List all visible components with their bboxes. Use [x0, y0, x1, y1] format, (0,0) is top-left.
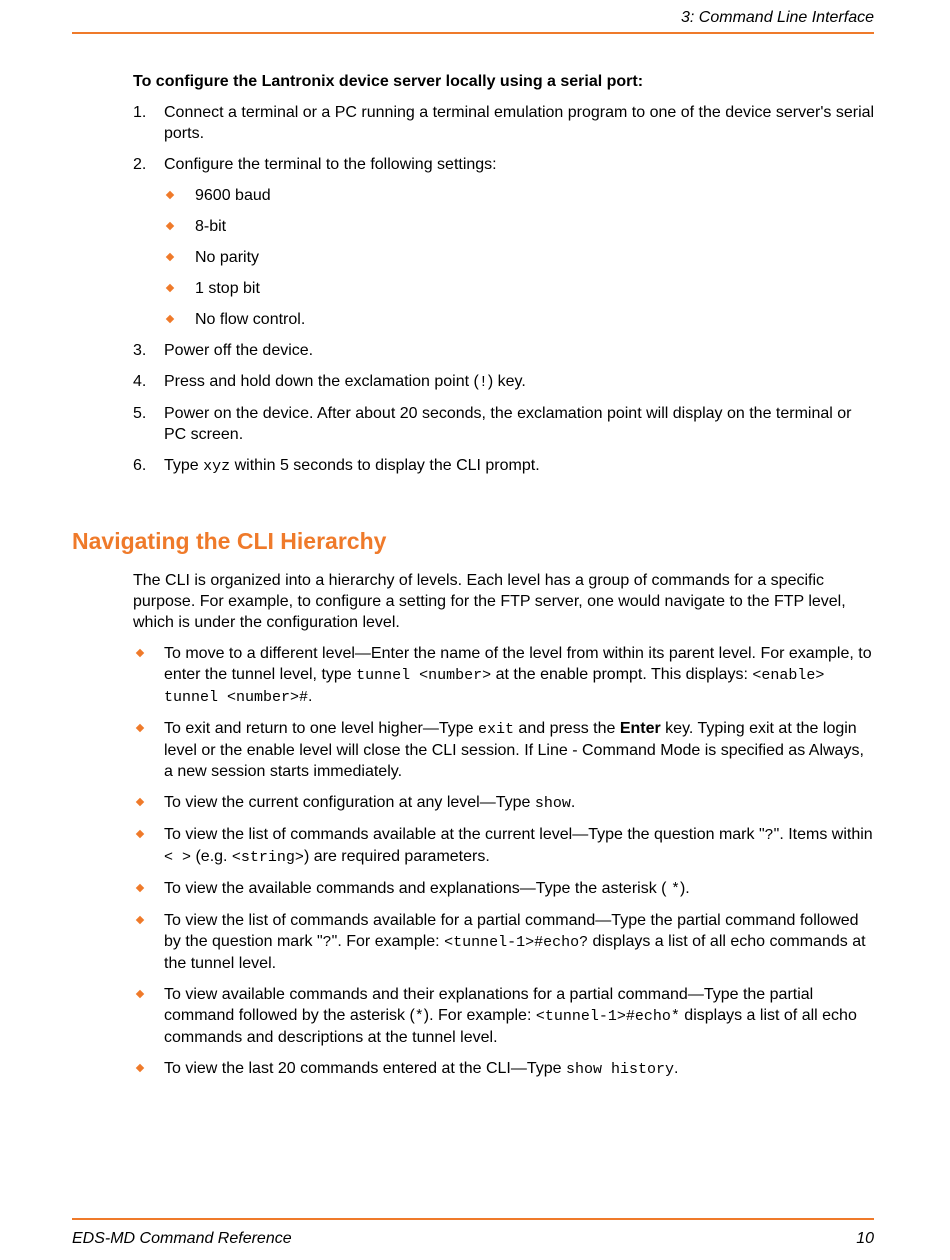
diamond-bullet-icon: [136, 830, 144, 838]
setting-text: No flow control.: [195, 311, 306, 328]
step-text: Power off the device.: [164, 342, 314, 359]
diamond-bullet-icon: [166, 284, 174, 292]
procedure-steps: [133, 102, 875, 477]
setting-text: 8-bit: [195, 218, 227, 235]
diamond-bullet-icon: [166, 222, 174, 230]
step-1: [133, 102, 875, 144]
navigation-tips-list: [133, 643, 875, 1080]
inline-code: !: [478, 374, 488, 391]
serial-config-procedure: [133, 71, 875, 487]
inline-code: <string>: [231, 849, 304, 866]
setting-baud: [164, 185, 875, 206]
section-heading: Navigating the CLI Hierarchy: [72, 528, 387, 554]
diamond-bullet-icon: [136, 649, 144, 657]
setting-flow-control: [164, 309, 875, 330]
key-name: Enter: [619, 720, 661, 737]
inline-code: xyz: [203, 458, 231, 475]
step-number: 6.: [133, 457, 147, 474]
step-text: Type xyz within 5 seconds to display the CLI prompt.: [164, 457, 540, 475]
inline-code: ?: [764, 827, 774, 844]
tip-exit-level: To exit and return to one level higher—Type exit and press the Enter key. Typing exit at the login level or the enable level will close the CLI session. If Line - Command Mode is specified as Always, a new session starts immediately.: [133, 718, 875, 782]
inline-code: exit: [477, 721, 514, 738]
terminal-settings-list: [164, 185, 875, 330]
diamond-bullet-icon: [166, 253, 174, 261]
header-rule: [72, 32, 874, 34]
inline-code: <enable> tunnel <number>#: [164, 667, 825, 706]
inline-code: < >: [164, 849, 192, 866]
page-header-chapter: 3: Command Line Interface: [681, 9, 874, 26]
tip-show-history: To view the last 20 commands entered at the CLI—Type show history.: [133, 1058, 875, 1080]
inline-code: *: [414, 1008, 424, 1025]
setting-stop-bit: [164, 278, 875, 299]
inline-code: show: [534, 795, 571, 812]
tip-partial-command: To view the list of commands available for a partial command—Type the partial command followed by the question mark "?". For example: <tunnel-1>#echo? displays a list of all echo commands at the tunnel level.: [133, 910, 875, 974]
diamond-bullet-icon: [136, 884, 144, 892]
step-text: Power on the device. After about 20 seconds, the exclamation point will display on the terminal or PC screen.: [164, 405, 852, 443]
step-number: 3.: [133, 342, 147, 359]
footer-rule: [72, 1218, 874, 1220]
footer-page-number: 10: [856, 1230, 874, 1247]
setting-text: 9600 baud: [195, 187, 271, 204]
tip-show-config: To view the current configuration at any level—Type show.: [133, 792, 875, 814]
step-text: Connect a terminal or a PC running a terminal emulation program to one of the device server's serial ports.: [164, 104, 875, 142]
cli-navigation-section: [133, 570, 875, 1090]
tip-asterisk: To view the available commands and explanations—Type the asterisk ( *).: [133, 878, 875, 900]
step-2: [133, 154, 875, 330]
diamond-bullet-icon: [136, 798, 144, 806]
step-4: [133, 371, 875, 393]
inline-code: <tunnel-1>#echo?: [444, 934, 589, 951]
diamond-bullet-icon: [166, 315, 174, 323]
diamond-bullet-icon: [136, 916, 144, 924]
procedure-title: To configure the Lantronix device server locally using a serial port:: [133, 73, 644, 90]
inline-code: ?: [322, 934, 332, 951]
setting-bits: [164, 216, 875, 237]
tip-move-level: To move to a different level—Enter the name of the level from within its parent level. For example, to enter the tunnel level, type tunnel <number> at the enable prompt. This displays: <enable> tunnel <number>#.: [133, 643, 875, 708]
step-5: [133, 403, 875, 445]
inline-code: tunnel <number>: [356, 667, 492, 684]
step-text: Press and hold down the exclamation point (!) key.: [164, 373, 526, 391]
step-number: 5.: [133, 405, 147, 422]
tip-list-commands: To view the list of commands available at the current level—Type the question mark "?". Items within < > (e.g. <string>) are required parameters.: [133, 824, 875, 868]
diamond-bullet-icon: [136, 1064, 144, 1072]
diamond-bullet-icon: [166, 191, 174, 199]
step-3: [133, 340, 875, 361]
diamond-bullet-icon: [136, 724, 144, 732]
setting-parity: [164, 247, 875, 268]
step-number: 1.: [133, 104, 147, 121]
step-number: 4.: [133, 373, 147, 390]
step-number: 2.: [133, 156, 147, 173]
inline-code: show history: [565, 1061, 675, 1078]
footer-doc-title: EDS-MD Command Reference: [72, 1230, 292, 1247]
inline-code: *: [670, 881, 680, 898]
diamond-bullet-icon: [136, 990, 144, 998]
step-text: Configure the terminal to the following settings:: [164, 156, 497, 173]
inline-code: <tunnel-1>#echo*: [535, 1008, 680, 1025]
tip-partial-explanations: To view available commands and their explanations for a partial command—Type the partial command followed by the asterisk (*). For example: <tunnel-1>#echo* displays a list of all echo commands and descriptions at the tunnel level.: [133, 984, 875, 1048]
section-intro: The CLI is organized into a hierarchy of levels. Each level has a group of commands for a specific purpose. For example, to configure a setting for the FTP server, one would navigate to the FTP level, which is under the configuration level.: [133, 572, 846, 631]
setting-text: 1 stop bit: [195, 280, 260, 297]
step-6: [133, 455, 875, 477]
setting-text: No parity: [195, 249, 260, 266]
